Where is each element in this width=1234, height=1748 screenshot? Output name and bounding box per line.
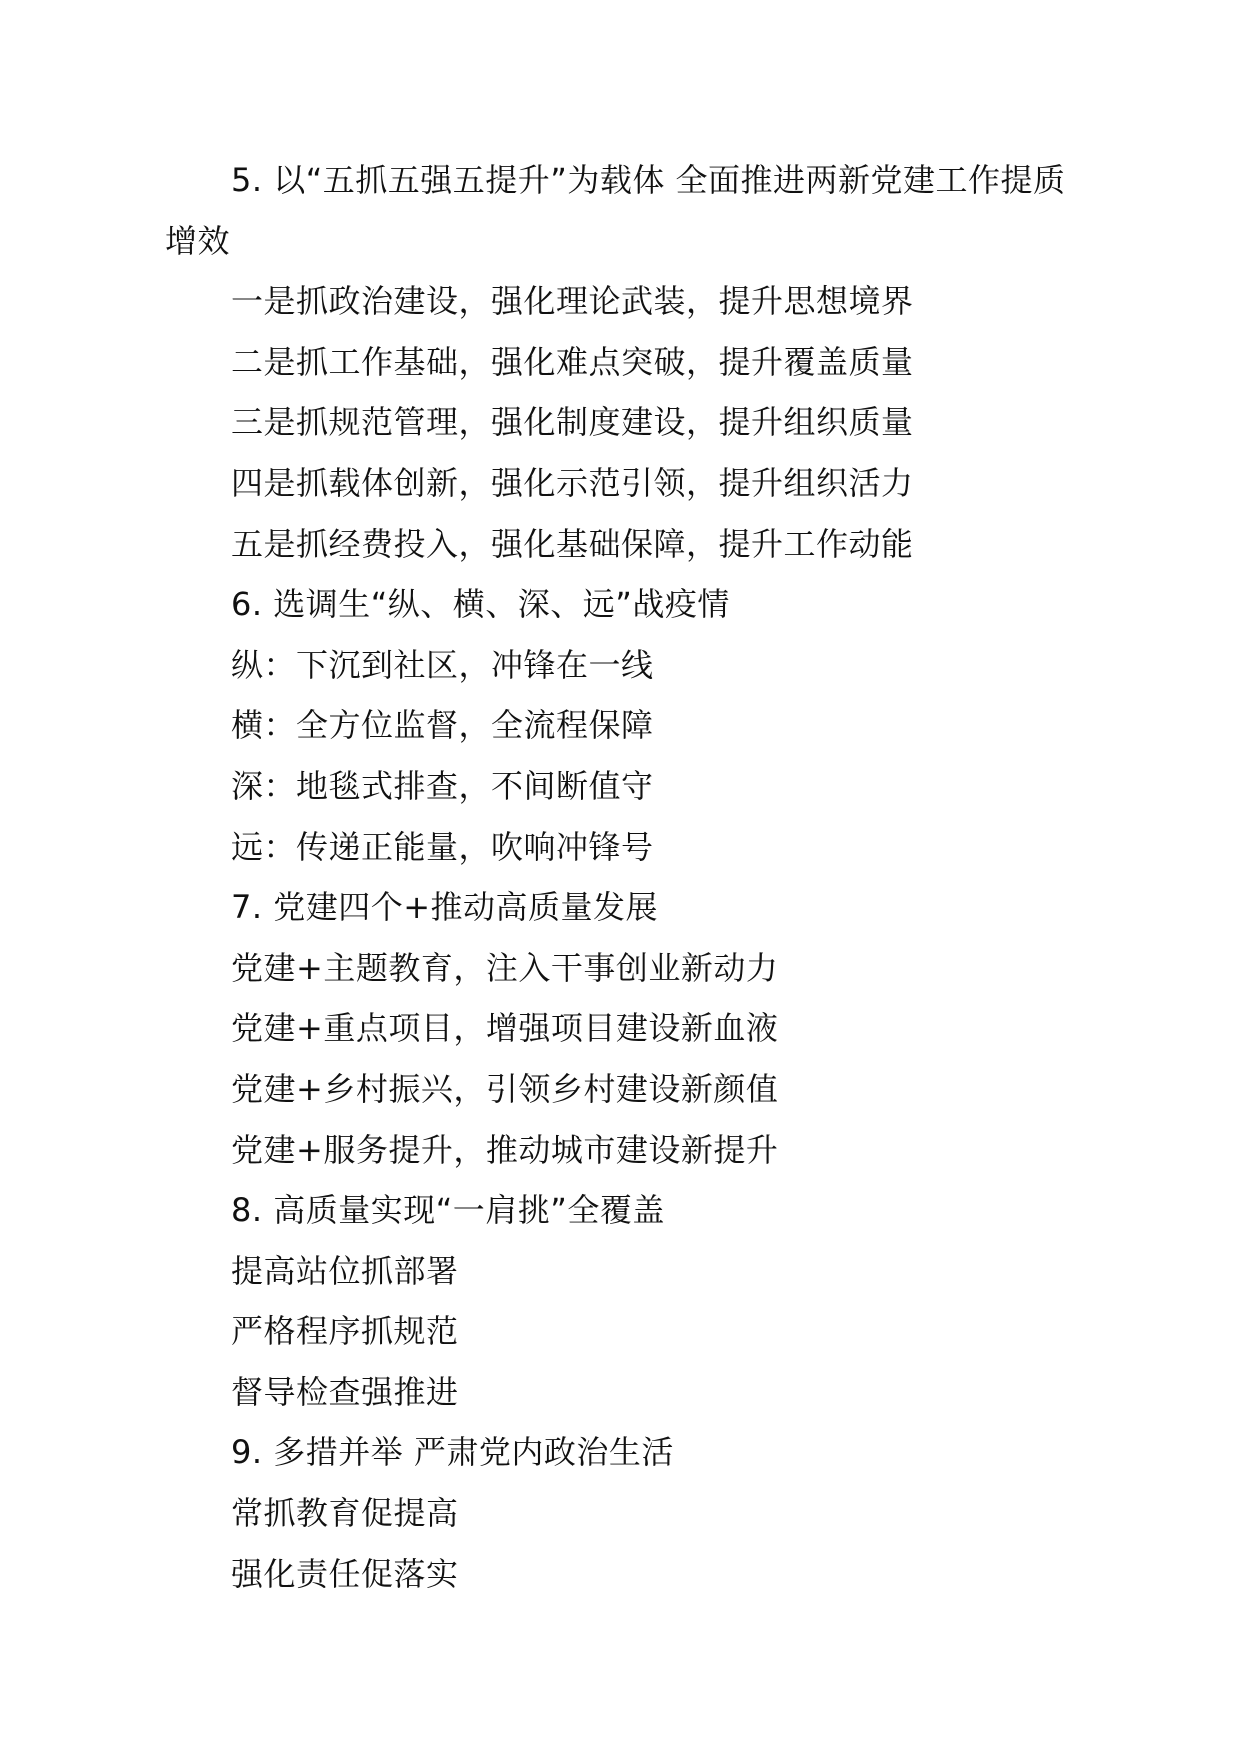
list-item: 一是抓政治建设，强化理论武装，提升思想境界 — [231, 282, 914, 321]
document-body — [165, 150, 1095, 1604]
section-heading-6: 6. 选调生“纵、横、深、远”战疫情 — [231, 585, 730, 624]
list-item: 强化责任促落实 — [231, 1554, 459, 1593]
list-item: 深：地毯式排查，不间断值守 — [231, 766, 654, 805]
list-item: 三是抓规范管理，强化制度建设，提升组织质量 — [231, 403, 914, 442]
section-heading-7: 7. 党建四个+推动高质量发展 — [231, 888, 659, 927]
list-item: 党建+服务提升，推动城市建设新提升 — [231, 1130, 779, 1169]
list-item: 四是抓载体创新，强化示范引领，提升组织活力 — [231, 463, 914, 502]
list-item: 督导检查强推进 — [231, 1372, 459, 1411]
list-item: 纵：下沉到社区，冲锋在一线 — [231, 645, 654, 684]
list-item: 党建+重点项目，增强项目建设新血液 — [231, 1009, 779, 1048]
list-item: 提高站位抓部署 — [231, 1251, 459, 1290]
section-heading-5: 5. 以“五抓五强五提升”为载体 全面推进两新党建工作提质增效 — [165, 161, 1066, 260]
section-heading-8: 8. 高质量实现“一肩挑”全覆盖 — [231, 1191, 665, 1230]
section-heading-9: 9. 多措并举 严肃党内政治生活 — [231, 1433, 674, 1472]
list-item: 五是抓经费投入，强化基础保障，提升工作动能 — [231, 524, 914, 563]
list-item: 远：传递正能量，吹响冲锋号 — [231, 827, 654, 866]
list-item: 二是抓工作基础，强化难点突破，提升覆盖质量 — [231, 342, 914, 381]
list-item: 党建+主题教育，注入干事创业新动力 — [231, 948, 779, 987]
list-item: 横：全方位监督，全流程保障 — [231, 706, 654, 745]
list-item: 党建+乡村振兴，引领乡村建设新颜值 — [231, 1069, 779, 1108]
list-item: 常抓教育促提高 — [231, 1494, 459, 1533]
list-item: 严格程序抓规范 — [231, 1312, 459, 1351]
